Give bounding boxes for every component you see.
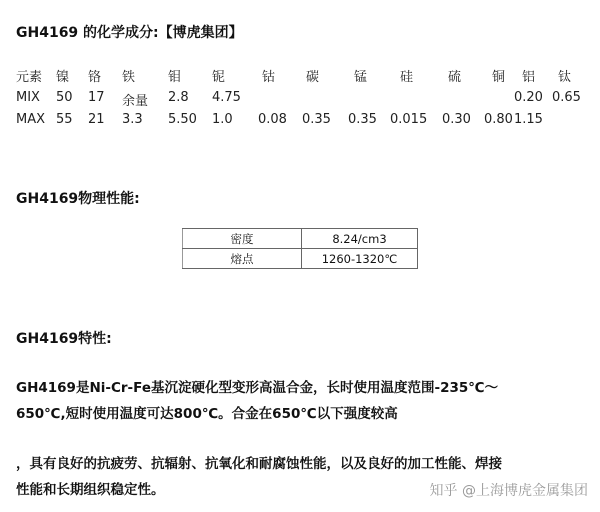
features-line: 性能和长期组织稳定性。 [16,482,165,498]
features-line: 650℃,短时使用温度可达800℃。合金在650℃以下强度较高 [16,406,398,422]
table-row [183,229,418,249]
composition-cell: 0.015 [390,112,428,127]
element-header: 钛 [558,70,572,85]
element-header: 铜 [492,70,506,85]
composition-cell: 55 [56,112,73,127]
composition-heading: GH4169 的化学成分:【博虎集团】 [16,25,243,41]
composition-cell: 0.35 [302,112,331,127]
element-header: 铝 [522,70,536,85]
composition-cell: 0.35 [348,112,377,127]
property-value: 1260-1320℃ [302,249,418,269]
physical-properties-table [182,228,418,269]
physical-heading: GH4169物理性能: [16,191,140,207]
composition-cell: 21 [88,112,105,127]
composition-cell: 0.20 [514,90,543,105]
composition-cell: 余量 [122,94,149,109]
element-header: 元素 [16,70,43,85]
composition-cell: 17 [88,90,105,105]
element-header: 硅 [400,70,414,85]
element-header: 铬 [88,70,102,85]
composition-cell: 3.3 [122,112,143,127]
composition-cell: 1.0 [212,112,233,127]
composition-cell: 0.80 [484,112,513,127]
element-header: 钴 [262,70,276,85]
composition-cell: MAX [16,112,46,127]
composition-cell: 5.50 [168,112,197,127]
property-name: 密度 [183,229,302,249]
element-header: 钼 [168,70,182,85]
features-heading: GH4169特性: [16,331,112,347]
table-row [183,249,418,269]
composition-cell: 4.75 [212,90,241,105]
features-line: GH4169是Ni-Cr-Fe基沉淀硬化型变形高温合金，长时使用温度范围-235℃～ [16,380,499,396]
element-header: 碳 [306,70,320,85]
composition-cell: 0.30 [442,112,471,127]
composition-cell: 50 [56,90,73,105]
element-header: 镍 [56,70,70,85]
composition-cell: 2.8 [168,90,189,105]
property-value: 8.24/cm3 [302,229,418,249]
element-header: 锰 [354,70,368,85]
composition-cell: 0.08 [258,112,287,127]
composition-cell: MIX [16,90,40,105]
property-name: 熔点 [183,249,302,269]
composition-cell: 1.15 [514,112,543,127]
element-header: 硫 [448,70,462,85]
watermark: 知乎 @上海博虎金属集团 [429,483,588,499]
features-line: ，具有良好的抗疲劳、抗辐射、抗氧化和耐腐蚀性能，以及良好的加工性能、焊接 [16,456,502,472]
element-header: 铁 [122,70,136,85]
element-header: 铌 [212,70,226,85]
composition-cell: 0.65 [552,90,581,105]
